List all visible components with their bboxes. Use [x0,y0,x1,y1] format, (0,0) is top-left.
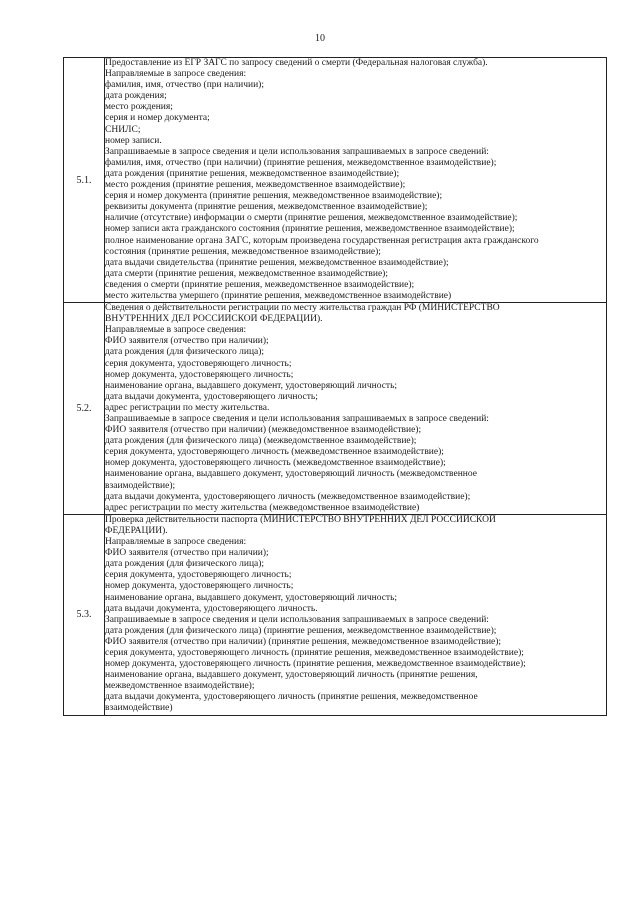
text-line: полное наименование органа ЗАГС, которым произведена государственная регистрация акта гражданского [105,235,539,246]
row-content [105,303,607,515]
text-line: дата выдачи документа, удостоверяющего личность. [105,603,318,614]
row-number: 5.2. [64,303,105,515]
text-line: номер документа, удостоверяющего личность; [105,369,294,380]
text-line: номер записи акта гражданского состояния (принятие решения, межведомственное взаимодействие); [105,224,515,235]
text-line: Запрашиваемые в запросе сведения и цели использования запрашиваемых в запросе сведений: [105,146,489,157]
table-row-5-3 [64,514,607,715]
requirements-table [63,57,607,716]
text-line: дата рождения (принятие решения, межведомственное взаимодействие); [105,168,400,179]
text-line: сведения о смерти (принятие решения, межведомственное взаимодействие); [105,279,415,290]
row-content [105,514,607,715]
text-line: фамилия, имя, отчество (при наличии); [105,80,264,91]
text-line: Сведения о действительности регистрации по месту жительства граждан РФ (МИНИСТЕРСТВО [105,303,500,314]
text-line: серия документа, удостоверяющего личность (межведомственное взаимодействие); [105,447,444,458]
row-content [105,58,607,303]
text-line: ФЕДЕРАЦИИ). [105,525,168,536]
text-line: Направляемые в запросе сведения: [105,537,247,548]
text-line: дата выдачи свидетельства (принятие решения, межведомственное взаимодействие); [105,257,449,268]
text-line: наличие (отсутствие) информации о смерти (принятие решения, межведомственное взаимодействие); [105,213,518,224]
text-line: номер документа, удостоверяющего личность; [105,581,294,592]
text-line: место рождения; [105,102,173,113]
text-line: ФИО заявителя (отчество при наличии) (принятие решения, межведомственное взаимодействие); [105,636,502,647]
text-line: серия документа, удостоверяющего личность; [105,358,292,369]
text-line: фамилия, имя, отчество (при наличии) (принятие решения, межведомственное взаимодействие); [105,157,497,168]
text-line: дата выдачи документа, удостоверяющего личность; [105,391,318,402]
page-number: 10 [315,33,325,44]
text-line: место рождения (принятие решения, межведомственное взаимодействие); [105,180,406,191]
text-line: дата смерти (принятие решения, межведомственное взаимодействие); [105,268,388,279]
text-line: ФИО заявителя (отчество при наличии); [105,336,269,347]
text-line: Проверка действительности паспорта (МИНИСТЕРСТВО ВНУТРЕННИХ ДЕЛ РОССИЙСКОЙ [105,514,496,525]
text-line: дата рождения; [105,91,167,102]
text-line: ФИО заявителя (отчество при наличии) (межведомственное взаимодействие); [105,425,422,436]
table-row-5-1 [64,58,607,303]
text-line: серия и номер документа (принятие решения, межведомственное взаимодействие); [105,191,443,202]
table-row-5-2 [64,303,607,515]
text-line: взаимодействие) [105,703,173,714]
text-line: Запрашиваемые в запросе сведения и цели использования запрашиваемых в запросе сведений: [105,614,489,625]
text-line: дата рождения (для физического лица) (межведомственное взаимодействие); [105,436,417,447]
text-line: ФИО заявителя (отчество при наличии); [105,548,269,559]
text-line: дата рождения (для физического лица) (принятие решения, межведомственное взаимодействие); [105,625,497,636]
text-line: наименование органа, выдавшего документ, удостоверяющий личность (принятие решения, [105,670,478,681]
text-line: место жительства умершего (принятие решения, межведомственное взаимодействие) [105,290,452,301]
text-line: наименование органа, выдавшего документ, удостоверяющий личность; [105,592,398,603]
text-line: серия и номер документа; [105,113,210,124]
text-line: ВНУТРЕННИХ ДЕЛ РОССИЙСКОЙ ФЕДЕРАЦИИ). [105,314,323,325]
text-line: реквизиты документа (принятие решения, межведомственное взаимодействие); [105,202,428,213]
text-line: наименование органа, выдавшего документ, удостоверяющий личность (межведомственное [105,469,477,480]
text-line: состояния (принятие решения, межведомственное взаимодействие); [105,246,381,257]
text-line: межведомственное взаимодействие); [105,681,255,692]
text-line: Предоставление из ЕГР ЗАГС по запросу сведений о смерти (Федеральная налоговая служба). [105,58,488,68]
text-line: дата рождения (для физического лица); [105,347,265,358]
text-line: Запрашиваемые в запросе сведения и цели использования запрашиваемых в запросе сведений: [105,414,489,424]
text-line: СНИЛС; [105,124,141,135]
text-line: дата рождения (для физического лица); [105,559,265,570]
text-line: адрес регистрации по месту жительства. [105,402,270,413]
text-line: дата выдачи документа, удостоверяющего личность (принятие решения, межведомственное [105,692,478,703]
row-number: 5.1. [64,58,105,303]
text-line: серия документа, удостоверяющего личность; [105,570,292,581]
text-line: номер документа, удостоверяющего личность (межведомственное взаимодействие); [105,458,446,469]
text-line: дата выдачи документа, удостоверяющего личность (межведомственное взаимодействие); [105,491,471,502]
text-line: серия документа, удостоверяющего личность (принятие решения, межведомственное взаимодействие); [105,647,524,658]
text-line: взаимодействие); [105,480,176,491]
text-line: номер записи. [105,135,162,146]
text-line: номер документа, удостоверяющего личность (принятие решения, межведомственное взаимодействие); [105,659,526,670]
text-line: Направляемые в запросе сведения: [105,325,247,336]
text-line: Направляемые в запросе сведения: [105,69,247,80]
text-line: адрес регистрации по месту жительства (межведомственное взаимодействие) [105,502,420,513]
row-number: 5.3. [64,514,105,715]
text-line: наименование органа, выдавшего документ, удостоверяющий личность; [105,380,398,391]
